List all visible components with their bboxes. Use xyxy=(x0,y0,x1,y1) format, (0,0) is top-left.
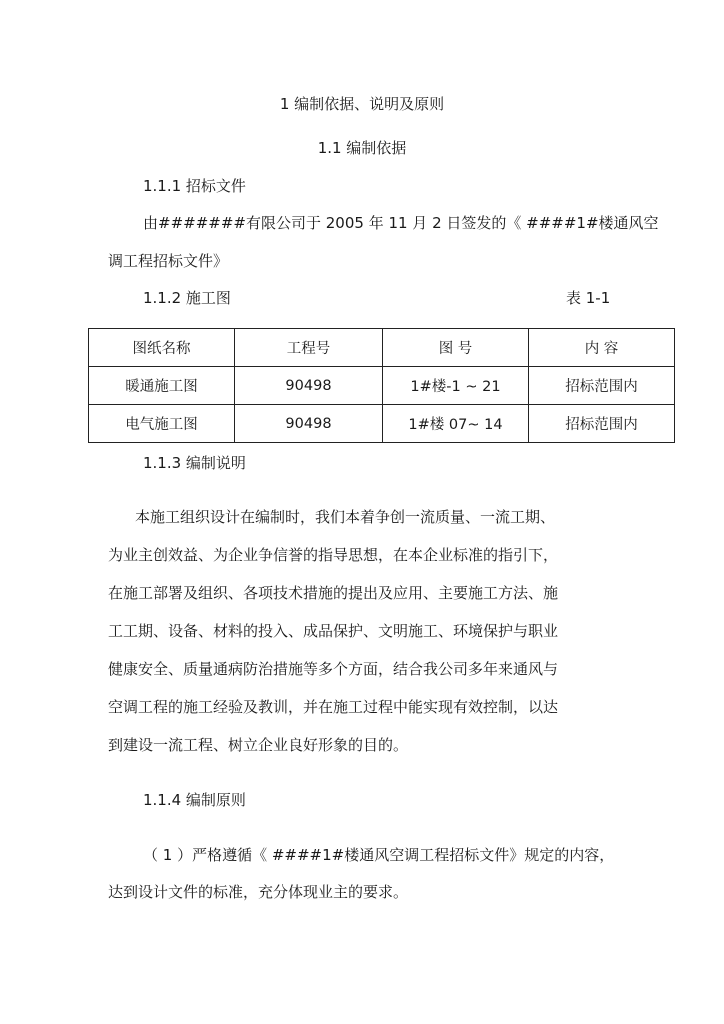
table-cell: 90498 xyxy=(235,405,383,443)
paragraph-line: 在施工部署及组织、各项技术措施的提出及应用、主要施工方法、施 xyxy=(108,584,559,602)
table-cell: 90498 xyxy=(235,367,383,405)
paragraph-line: 空调工程的施工经验及教训，并在施工过程中能实现有效控制，以达 xyxy=(108,698,559,716)
table-cell: 招标范围内 xyxy=(529,367,675,405)
paragraph-line: 工工期、设备、材料的投入、成品保护、文明施工、环境保护与职业 xyxy=(108,622,559,640)
paragraph-line: 调工程招标文件》 xyxy=(108,252,229,270)
table-cell: 电气施工图 xyxy=(89,405,235,443)
heading-1-1-1: 1.1.1 招标文件 xyxy=(143,177,246,195)
heading-1-1-2: 1.1.2 施工图 xyxy=(143,289,231,307)
paragraph-line: 由#######有限公司于 2005 年 11 月 2 日签发的《 ####1#楼通风空 xyxy=(143,214,659,232)
table-row xyxy=(89,367,675,405)
table-header-cell: 工程号 xyxy=(235,329,383,367)
table-header-cell: 内 容 xyxy=(529,329,675,367)
heading-1-1-3: 1.1.3 编制说明 xyxy=(143,454,246,472)
table-cell: 暖通施工图 xyxy=(89,367,235,405)
paragraph-line: 为业主创效益、为企业争信誉的指导思想，在本企业标准的指引下， xyxy=(108,546,559,564)
paragraph-line: 健康安全、质量通病防治措施等多个方面，结合我公司多年来通风与 xyxy=(108,660,559,678)
drawings-table xyxy=(88,328,675,443)
section-heading-1-1: 1.1 编制依据 xyxy=(317,139,407,157)
table-row xyxy=(89,405,675,443)
heading-1-1-4: 1.1.4 编制原则 xyxy=(143,791,246,809)
table-cell: 1#楼-1 ~ 21 xyxy=(383,367,529,405)
table-header-row xyxy=(89,329,675,367)
table-header-cell: 图纸名称 xyxy=(89,329,235,367)
table-label: 表 1-1 xyxy=(566,289,611,307)
document-title: 1 编制依据、说明及原则 xyxy=(279,95,445,113)
table-header-cell: 图 号 xyxy=(383,329,529,367)
table-cell: 1#楼 07~ 14 xyxy=(383,405,529,443)
paragraph-line: 到建设一流工程、树立企业良好形象的目的。 xyxy=(108,736,409,754)
paragraph-line: （ 1 ）严格遵循《 ####1#楼通风空调工程招标文件》规定的内容， xyxy=(143,846,615,864)
table-cell: 招标范围内 xyxy=(529,405,675,443)
paragraph-line: 本施工组织设计在编制时，我们本着争创一流质量、一流工期、 xyxy=(135,508,556,526)
paragraph-line: 达到设计文件的标准，充分体现业主的要求。 xyxy=(108,883,409,901)
